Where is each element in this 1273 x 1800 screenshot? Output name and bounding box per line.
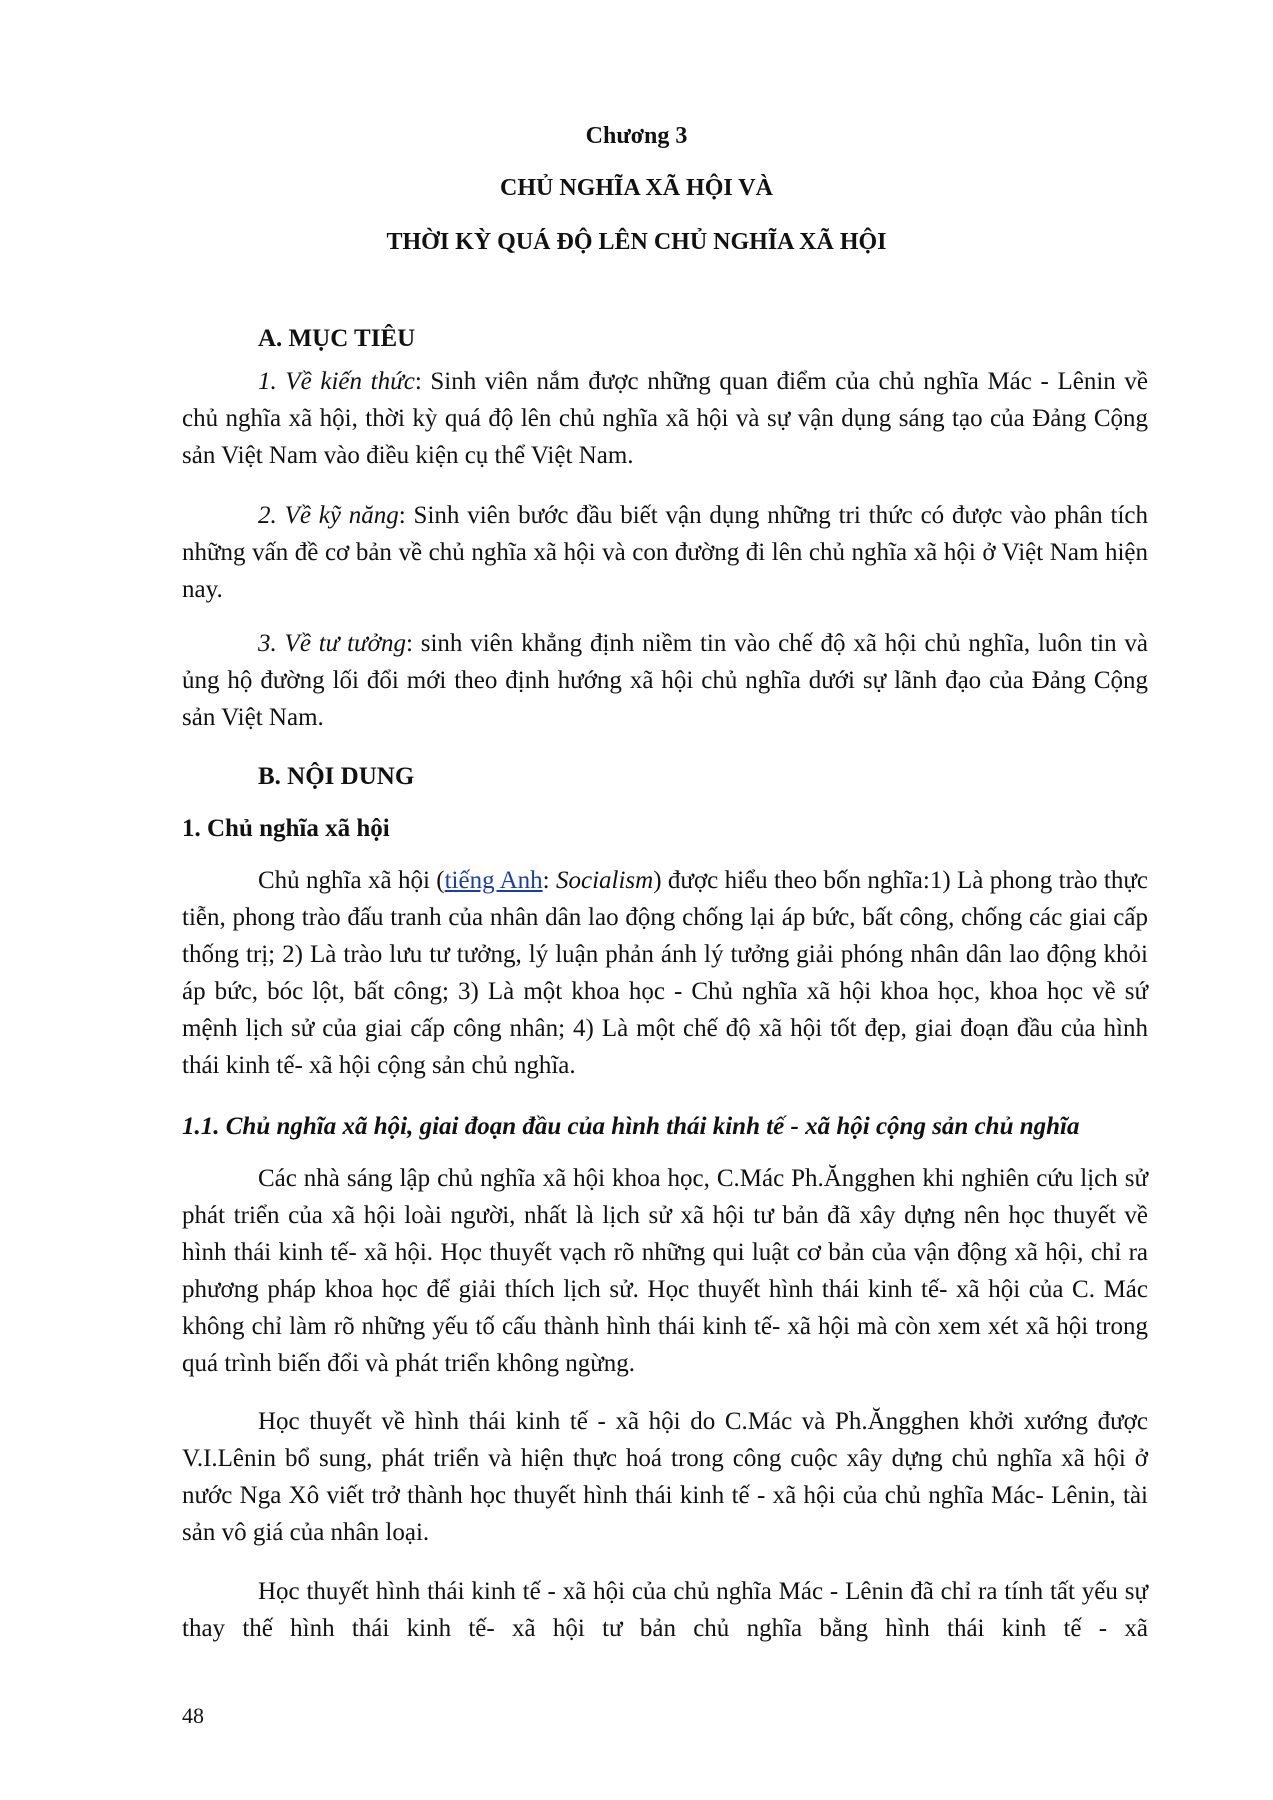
section-b-heading: B. NỘI DUNG — [258, 763, 415, 790]
subsection-1-heading: 1. Chủ nghĩa xã hội — [182, 815, 390, 842]
objective-text: : Sinh viên bước đầu biết vận dụng những tri thức có được vào phân tích những vấn đề cơ bản về chủ nghĩa xã hội và con đường đi lên chủ nghĩa xã hội ở Việt Nam hiện nay. — [182, 502, 1148, 603]
paragraph-2 — [182, 1403, 1148, 1551]
objective-label: 1. Về kiến thức — [258, 368, 415, 395]
objective-text: : Sinh viên nắm được những quan điểm của chủ nghĩa Mác - Lênin về chủ nghĩa xã hội, thời kỳ quá độ lên chủ nghĩa xã hội và sự vận dụng sáng tạo của Đảng Cộng sản Việt Nam vào điều kiện cụ thể Việt Nam. — [182, 368, 1148, 469]
english-link[interactable]: tiếng Anh — [444, 867, 543, 894]
chapter-title-line-1: CHỦ NGHĨA XÃ HỘI VÀ — [500, 175, 773, 201]
socialism-definition — [182, 862, 1148, 1084]
objective-text: : sinh viên khẳng định niềm tin vào chế độ xã hội chủ nghĩa, luôn tin và ủng hộ đường lối đổi mới theo định hướng xã hội chủ nghĩa dưới sự lãnh đạo của Đảng Cộng sản Việt Nam. — [182, 630, 1148, 731]
intro-term: Socialism — [555, 867, 654, 894]
page-number: 48 — [182, 1703, 204, 1728]
intro-text-before: Chủ nghĩa xã hội ( — [258, 867, 445, 894]
chapter-title-line-2: THỜI KỲ QUÁ ĐỘ LÊN CHỦ NGHĨA XÃ HỘI — [386, 229, 887, 255]
paragraph-1 — [182, 1160, 1148, 1382]
objective-knowledge — [182, 363, 1148, 474]
chapter-label: Chương 3 — [585, 123, 688, 149]
intro-colon: : — [542, 867, 556, 894]
paragraph-3 — [182, 1573, 1148, 1647]
objective-ideology — [182, 625, 1148, 736]
section-a-heading: A. MỤC TIÊU — [258, 325, 416, 352]
paragraph-text: Học thuyết hình thái kinh tế - xã hội của chủ nghĩa Mác - Lênin đã chỉ ra tính tất yếu sự thay thế hình thái kinh tế- xã hội tư bản chủ nghĩa bằng hình thái kinh tế - xã — [182, 1578, 1148, 1642]
objective-skills — [182, 497, 1148, 608]
intro-text-after: ) được hiểu theo bốn nghĩa:1) Là phong trào thực tiễn, phong trào đấu tranh của nhân dân lao động chống lại áp bức, bất công, chống các giai cấp thống trị; 2) Là trào lưu tư tưởng, lý luận phản ánh lý tưởng giải phóng nhân dân lao động khỏi áp bức, bóc lột, bất công; 3) Là một khoa học - Chủ nghĩa xã hội khoa học, khoa học về sứ mệnh lịch sử của giai cấp công nhân; 4) Là một chế độ xã hội tốt đẹp, giai đoạn đầu của hình thái kinh tế- xã hội cộng sản chủ nghĩa. — [182, 867, 1148, 1079]
objective-label: 3. Về tư tưởng — [258, 630, 407, 657]
objective-label: 2. Về kỹ năng — [258, 502, 399, 529]
subsection-1-1-heading: 1.1. Chủ nghĩa xã hội, giai đoạn đầu của hình thái kinh tế - xã hội cộng sản chủ nghĩa — [182, 1113, 1080, 1140]
paragraph-text: Học thuyết về hình thái kinh tế - xã hội do C.Mác và Ph.Ăngghen khởi xướng được V.I.Lênin bổ sung, phát triển và hiện thực hoá trong công cuộc xây dựng chủ nghĩa xã hội ở nước Nga Xô viết trở thành học thuyết hình thái kinh tế - xã hội của chủ nghĩa Mác- Lênin, tài sản vô giá của nhân loại. — [182, 1408, 1148, 1546]
paragraph-text: Các nhà sáng lập chủ nghĩa xã hội khoa học, C.Mác Ph.Ăngghen khi nghiên cứu lịch sử phát triển của xã hội loài người, nhất là lịch sử xã hội tư bản đã xây dựng nên học thuyết về hình thái kinh tế- xã hội. Học thuyết vạch rõ những qui luật cơ bản của vận động xã hội, chỉ ra phương pháp khoa học để giải thích lịch sử. Học thuyết hình thái kinh tế- xã hội của C. Mác không chỉ làm rõ những yếu tố cấu thành hình thái kinh tế- xã hội mà còn xem xét xã hội trong quá trình biến đổi và phát triển không ngừng. — [182, 1165, 1148, 1377]
